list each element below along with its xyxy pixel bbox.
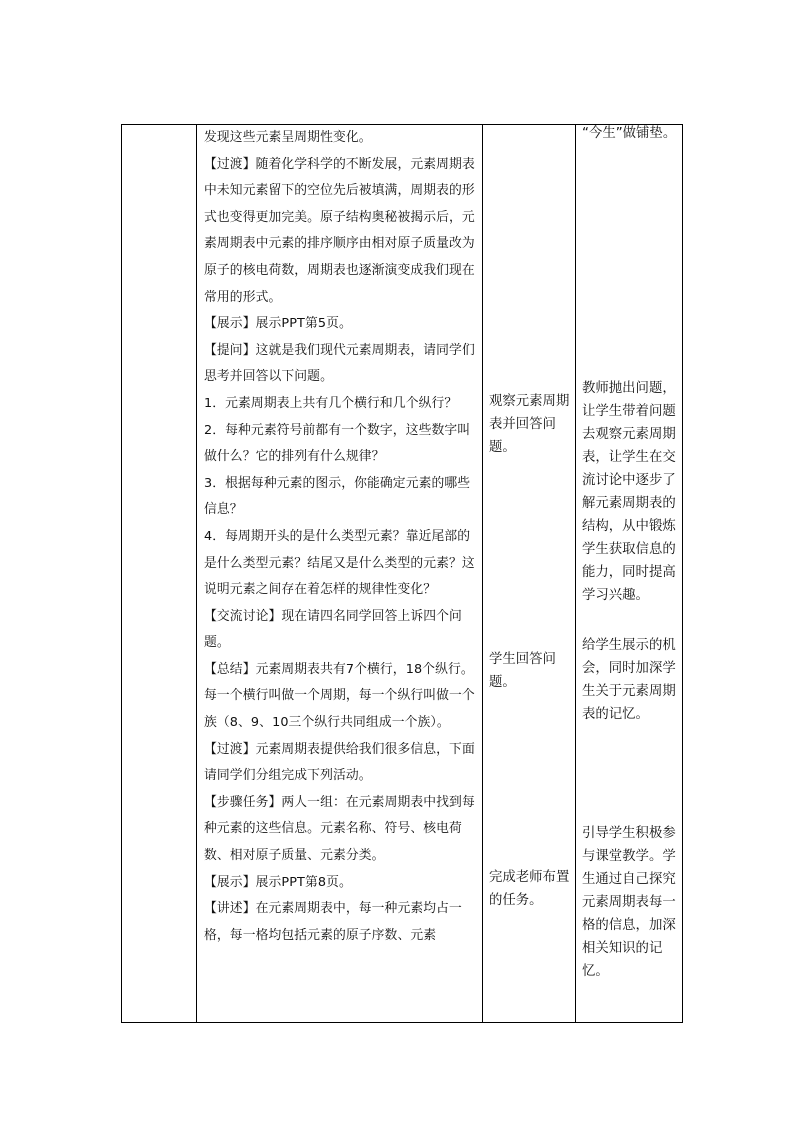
paragraph-text: 在元素周期表中，每一种元素均占一格，每一格均包括元素的原子序数、元素 [204,901,462,943]
paragraph [204,391,480,418]
lesson-plan-table [121,124,683,1023]
paragraph-text: 这就是我们现代元素周期表，请同学们思考并回答以下问题。 [204,342,475,385]
paragraph [204,338,480,391]
paragraph-text: 元素周期表共有7个横行，18个纵行。每一个横行叫做一个周期，每一个纵行叫做一个族（8、9、10三个纵行共同组成一个族）。 [204,661,475,731]
paragraph [204,524,480,604]
design-intent-block: 给学生展示的机会，同时加深学生关于元素周期表的记忆。 [582,638,676,722]
paragraph [204,418,480,471]
section-tag: 【交流讨论】 [204,608,282,624]
section-tag: 【提问】 [204,342,256,358]
paragraph-text: 2．每种元素符号前都有一个数字，这些数字叫做什么？它的排列有什么规律？ [204,422,471,465]
section-tag: 【过渡】 [204,156,256,172]
section-tag: 【展示】 [204,874,256,890]
paragraph-text: 1．元素周期表上共有几个横行和几个纵行？ [204,395,458,411]
paragraph-text: 两人一组：在元素周期表中找到每种元素的这些信息。元素名称、符号、核电荷数、相对原子质量、元素分类。 [204,794,475,864]
paragraph [204,790,480,870]
paragraph [204,125,480,152]
paragraph-text: 发现这些元素呈周期性变化。 [204,130,372,145]
teacher-activity-cell [197,125,483,1023]
design-intent-cell [576,125,683,1023]
student-activity-block: 观察元素周期表并回答问题。 [489,394,570,455]
paragraph-text: 展示PPT第8页。 [255,874,352,890]
design-intent-block: “今生”做铺垫。 [582,126,677,141]
teacher-activity-text [197,125,482,1022]
paragraph-text: 3．根据每种元素的图示，你能确定元素的哪些信息？ [204,475,471,518]
paragraph-text: 现在请四名同学回答上诉四个问题。 [204,608,462,651]
student-activity-cell [483,125,576,1023]
paragraph [204,152,480,312]
paragraph [204,471,480,524]
paragraph-text: 展示PPT第5页。 [255,316,352,332]
section-tag: 【过渡】 [204,741,256,757]
section-tag: 【展示】 [204,316,256,332]
paragraph [204,896,480,949]
table-row [122,125,683,1023]
paragraph [204,311,480,338]
paragraph [204,657,480,737]
section-tag: 【步骤任务】 [204,794,282,810]
paragraph-text: 4．每周期开头的是什么类型元素？靠近尾部的是什么类型元素？结尾又是什么类型的元素？这说明元素之间存在着怎样的规律性变化？ [204,528,475,598]
paragraph [204,604,480,657]
student-activity-block: 学生回答问题。 [489,652,556,690]
design-intent-block: 引导学生积极参与课堂教学。学生通过自己探究元素周期表每一格的信息，加深相关知识的记忆。 [582,826,676,979]
student-activity-block: 完成老师布置的任务。 [489,870,570,908]
stage-column-cell [122,125,197,1023]
paragraph [204,737,480,790]
paragraph [204,870,480,897]
design-intent-block: 教师抛出问题，让学生带着问题去观察元素周期表，让学生在交流讨论中逐步了解元素周期表的结构，从中锻炼学生获取信息的能力，同时提高学习兴趣。 [582,381,676,603]
paragraph-text: 元素周期表提供给我们很多信息，下面请同学们分组完成下列活动。 [204,741,475,784]
section-tag: 【总结】 [204,661,256,677]
section-tag: 【讲述】 [204,901,256,917]
paragraph-text: 随着化学科学的不断发展，元素周期表中未知元素留下的空位先后被填满，周期表的形式也变得更加完美。原子结构奥秘被揭示后，元素周期表中元素的排序顺序由相对原子质量改为原子的核电荷数，周期表也逐渐演变成我们现在常用的形式。 [204,156,475,305]
